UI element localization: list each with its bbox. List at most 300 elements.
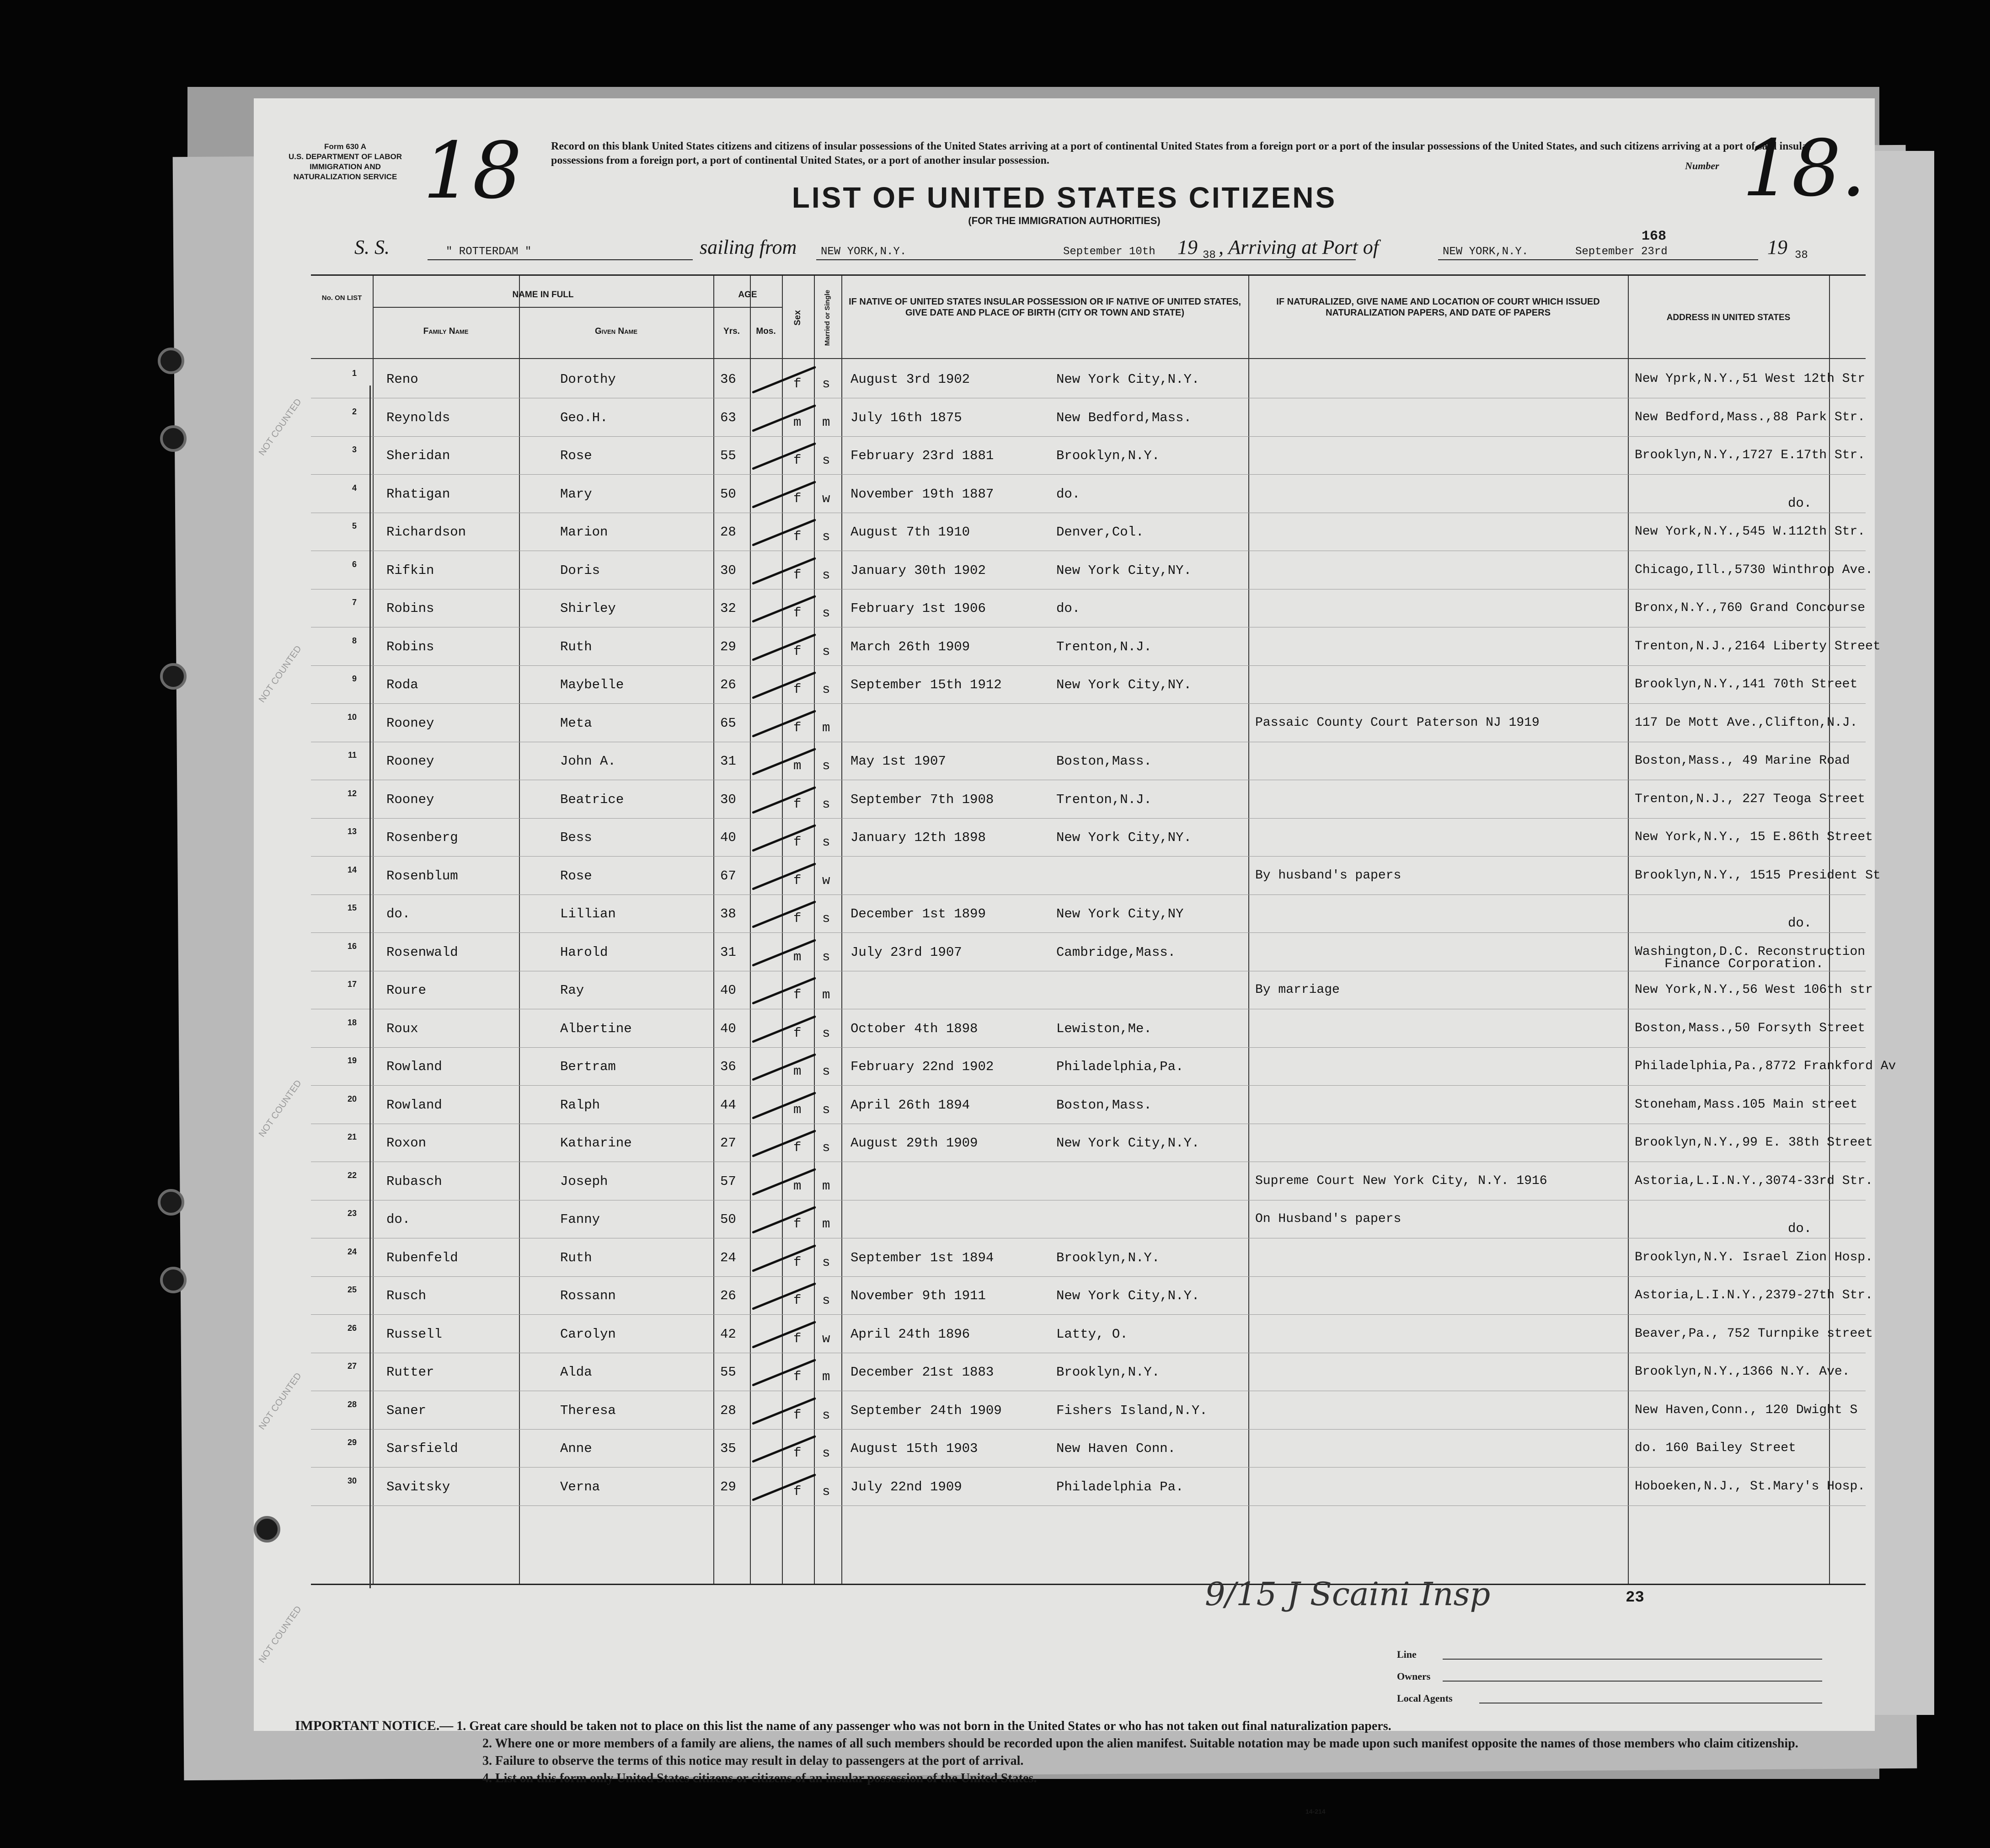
table-row <box>311 556 1873 595</box>
table-row <box>311 1434 1866 1473</box>
family-name: Rutter <box>386 1365 434 1380</box>
family-name: Roure <box>386 983 427 998</box>
sail-date: September 10th <box>1063 246 1155 258</box>
table-row <box>311 480 1866 518</box>
year-label: 19 <box>1177 236 1198 258</box>
given-name: Alda <box>560 1365 592 1380</box>
age-years: 57 <box>720 1173 736 1189</box>
sex: f <box>793 1216 802 1232</box>
address-continued: do. <box>1788 1221 1812 1236</box>
sex: m <box>793 758 802 773</box>
birth-date: September 7th 1908 <box>851 792 994 807</box>
page-title: LIST OF UNITED STATES CITIZENS <box>792 181 1337 214</box>
check-mark <box>752 442 816 470</box>
check-mark <box>752 748 816 776</box>
check-mark <box>752 557 816 584</box>
sex: f <box>793 1331 802 1346</box>
age-years: 24 <box>720 1250 736 1265</box>
family-name: Rooney <box>386 792 434 807</box>
header-age: AGE <box>738 290 757 300</box>
sex: f <box>793 1407 802 1423</box>
row-number: 10 <box>347 712 357 722</box>
address: Hoboeken,N.J., St.Mary's Hosp. <box>1635 1479 1866 1494</box>
table-row <box>311 670 1866 709</box>
row-number: 2 <box>352 407 357 416</box>
check-mark <box>752 1282 816 1310</box>
birth-date: August 15th 1903 <box>851 1441 978 1456</box>
check-mark <box>752 671 816 699</box>
age-years: 35 <box>720 1441 736 1456</box>
sex: f <box>793 1140 802 1155</box>
sex: f <box>793 453 802 468</box>
row-number: 11 <box>348 750 357 760</box>
family-name: Russell <box>386 1326 442 1342</box>
sex: f <box>793 605 802 621</box>
ss-label: S. S. <box>354 236 390 258</box>
underline <box>428 259 693 260</box>
table-row <box>311 518 1866 556</box>
address: Brooklyn,N.Y., 1515 President St <box>1635 868 1881 883</box>
table-row <box>311 1243 1873 1282</box>
row-number: 6 <box>352 559 357 569</box>
binder-hole <box>160 1267 187 1293</box>
notice-item-1: 1. Great care should be taken not to place on this list the name of any passenger who was not born in the United States or who has not taken out final naturalization papers. <box>456 1719 1391 1733</box>
marital-status: m <box>822 720 830 735</box>
given-name: Mary <box>560 486 592 502</box>
check-mark <box>752 900 816 928</box>
sex: m <box>793 1178 802 1194</box>
notice-heading: IMPORTANT NOTICE.— <box>295 1718 454 1733</box>
given-name: Rose <box>560 448 592 463</box>
given-name: Ralph <box>560 1097 600 1113</box>
row-number: 8 <box>352 636 357 645</box>
marital-status: m <box>822 1369 830 1384</box>
birth-date: November 19th 1887 <box>851 486 994 502</box>
birth-place: New York City,NY. <box>1056 677 1192 692</box>
birth-date: November 9th 1911 <box>851 1288 986 1303</box>
family-name: Sheridan <box>386 448 450 463</box>
header-family-name: Family Name <box>423 327 469 336</box>
given-name: Lillian <box>560 906 616 921</box>
birth-place: Boston,Mass. <box>1056 754 1152 769</box>
given-name: Bertram <box>560 1059 616 1074</box>
table-row <box>311 862 1881 900</box>
sex: m <box>793 1064 802 1079</box>
address: Brooklyn,N.Y.,1366 N.Y. Ave. <box>1635 1365 1850 1379</box>
row-number: 29 <box>347 1438 357 1447</box>
age-years: 29 <box>720 1479 736 1494</box>
family-name: Roda <box>386 677 418 692</box>
row-number: 21 <box>347 1132 357 1141</box>
address: Trenton,N.J., 227 Teoga Street <box>1635 792 1866 806</box>
birth-place: Lewiston,Me. <box>1056 1021 1152 1036</box>
family-name: Rooney <box>386 715 434 731</box>
binder-hole <box>254 1516 280 1543</box>
given-name: Anne <box>560 1441 592 1456</box>
birth-date: September 15th 1912 <box>851 677 1002 692</box>
given-name: Geo.H. <box>560 410 608 425</box>
family-name: Rowland <box>386 1097 442 1113</box>
family-name: Reno <box>386 372 418 387</box>
form-identifier: Form 630 A U.S. DEPARTMENT OF LABOR IMMIGRATION AND NATURALIZATION SERVICE <box>288 142 402 181</box>
header-given-name: Given Name <box>594 327 637 336</box>
marital-status: w <box>822 1331 830 1346</box>
address: Stoneham,Mass.105 Main street <box>1635 1097 1858 1112</box>
birth-place: Boston,Mass. <box>1056 1097 1152 1113</box>
header-naturalized: IF NATURALIZED, GIVE NAME AND LOCATION OF COURT WHICH ISSUED NATURALIZATION PAPERS, AND DATE OF PAPERS <box>1276 297 1600 318</box>
table-row <box>311 823 1873 862</box>
birth-place: New York City,NY <box>1056 906 1184 921</box>
birth-date: August 29th 1909 <box>851 1136 978 1151</box>
header-name-in-full: NAME IN FULL <box>512 290 574 300</box>
binder-hole <box>160 425 187 452</box>
birth-date: April 24th 1896 <box>851 1326 970 1342</box>
binder-hole <box>158 348 184 374</box>
marital-status: s <box>822 1140 830 1155</box>
naturalization: By marriage <box>1255 983 1340 997</box>
marital-status: s <box>822 835 830 850</box>
table-row <box>311 1167 1873 1205</box>
given-name: Harold <box>560 944 608 960</box>
age-years: 30 <box>720 792 736 807</box>
check-mark <box>752 1473 816 1501</box>
address: Boston,Mass., 49 Marine Road <box>1635 754 1850 768</box>
notice-item-4: 4. List on this form only United States citizens or citizens of an insular possession of the United States. <box>482 1771 1037 1785</box>
address: Brooklyn,N.Y.,99 E. 38th Street <box>1635 1136 1873 1150</box>
address: 117 De Mott Ave.,Clifton,N.J. <box>1635 715 1858 730</box>
footer-rule <box>1443 1681 1822 1682</box>
age-years: 50 <box>720 1212 736 1227</box>
marital-status: s <box>822 453 830 468</box>
marital-status: s <box>822 1293 830 1308</box>
print-code: 14-214 <box>1305 1808 1326 1815</box>
number-label: Number <box>1685 160 1719 171</box>
birth-date: January 12th 1898 <box>851 830 986 845</box>
family-name: Rifkin <box>386 562 434 578</box>
check-mark <box>752 1091 816 1119</box>
margin-stamp: NOT COUNTED <box>257 1371 304 1432</box>
given-name: Rossann <box>560 1288 616 1303</box>
birth-place: New Haven Conn. <box>1056 1441 1176 1456</box>
row-number: 3 <box>352 445 357 454</box>
row-number: 5 <box>352 521 357 530</box>
age-years: 65 <box>720 715 736 731</box>
address-continued: Finance Corporation. <box>1664 956 1824 971</box>
given-name: Meta <box>560 715 592 731</box>
given-name: Fanny <box>560 1212 600 1227</box>
check-mark <box>752 1320 816 1348</box>
given-name: Dorothy <box>560 372 616 387</box>
check-mark <box>752 366 816 394</box>
sex: f <box>793 643 802 659</box>
birth-place: New York City,N.Y. <box>1056 1136 1200 1151</box>
sex: m <box>793 1102 802 1117</box>
address: New Bedford,Mass.,88 Park Str. <box>1635 410 1866 424</box>
marital-status: s <box>822 1254 830 1270</box>
check-mark <box>752 1015 816 1043</box>
birth-date: December 1st 1899 <box>851 906 986 921</box>
header-rule <box>713 307 782 308</box>
check-mark <box>752 633 816 661</box>
manifest-page <box>254 98 1896 1815</box>
birth-date: September 1st 1894 <box>851 1250 994 1265</box>
margin-stamp: NOT COUNTED <box>257 1078 304 1139</box>
arrival-year: 38 <box>1795 249 1808 262</box>
year-label: 19 <box>1767 236 1787 258</box>
family-name: Robins <box>386 601 434 616</box>
address: Boston,Mass.,50 Forsyth Street <box>1635 1021 1866 1035</box>
sex: f <box>793 1254 802 1270</box>
row-number: 23 <box>347 1209 357 1218</box>
birth-place: Trenton,N.J. <box>1056 639 1152 654</box>
family-name: Rowland <box>386 1059 442 1074</box>
row-number: 18 <box>347 1018 357 1027</box>
family-name: Rosenwald <box>386 944 458 960</box>
table-row <box>311 632 1881 671</box>
margin-stamp: NOT COUNTED <box>257 643 304 705</box>
table-row <box>311 1396 1866 1435</box>
family-name: Robins <box>386 639 434 654</box>
table-row <box>311 747 1866 785</box>
row-number: 24 <box>347 1247 357 1256</box>
row-number: 25 <box>347 1285 357 1294</box>
sex: f <box>793 873 802 888</box>
row-number: 1 <box>352 369 357 378</box>
age-years: 31 <box>720 754 736 769</box>
row-number: 12 <box>347 788 357 798</box>
row-number: 19 <box>347 1056 357 1065</box>
address: Astoria,L.I.N.Y.,2379-27th Str. <box>1635 1288 1873 1302</box>
naturalization: Passaic County Court Paterson NJ 1919 <box>1255 715 1540 730</box>
header-yrs: Yrs. <box>723 327 740 336</box>
given-name: Beatrice <box>560 792 624 807</box>
sex: f <box>793 835 802 850</box>
family-name: do. <box>386 1212 411 1227</box>
birth-date: January 30th 1902 <box>851 562 986 578</box>
header-no-on-list: No. ON LIST <box>321 294 362 302</box>
header-address: ADDRESS IN UNITED STATES <box>1666 313 1791 322</box>
birth-date: October 4th 1898 <box>851 1021 978 1036</box>
page-number: 23 <box>1626 1589 1644 1607</box>
marital-status: m <box>822 987 830 1002</box>
notice-item-3: 3. Failure to observe the terms of this notice may result in delay to passengers at the port of arrival. <box>482 1754 1024 1768</box>
address: Chicago,Ill.,5730 Winthrop Ave. <box>1635 562 1873 577</box>
check-mark <box>752 1244 816 1272</box>
birth-place: Philadelphia,Pa. <box>1056 1059 1184 1074</box>
sex: f <box>793 1293 802 1308</box>
check-mark <box>752 595 816 623</box>
sex: f <box>793 1446 802 1461</box>
age-years: 40 <box>720 1021 736 1036</box>
family-name: Roxon <box>386 1136 427 1151</box>
address: Washington,D.C. Reconstruction <box>1635 944 1866 959</box>
family-name: Rosenberg <box>386 830 458 845</box>
birth-place: Brooklyn,N.Y. <box>1056 1365 1160 1380</box>
family-name: Rosenblum <box>386 868 458 884</box>
check-mark <box>752 519 816 546</box>
age-years: 44 <box>720 1097 736 1113</box>
bracket-rule <box>369 386 371 1588</box>
table-row <box>311 1205 1866 1243</box>
given-name: Albertine <box>560 1021 632 1036</box>
table-row <box>311 594 1866 632</box>
address: Trenton,N.J.,2164 Liberty Street <box>1635 639 1881 653</box>
address: New York,N.Y.,545 W.112th Str. <box>1635 525 1866 539</box>
given-name: John A. <box>560 754 616 769</box>
given-name: Carolyn <box>560 1326 616 1342</box>
age-years: 31 <box>720 944 736 960</box>
family-name: Richardson <box>386 525 466 540</box>
header-rule <box>311 358 1866 359</box>
marital-status: s <box>822 758 830 773</box>
sex: f <box>793 491 802 506</box>
given-name: Ray <box>560 983 584 998</box>
table-row <box>311 1091 1866 1129</box>
inspector-signature: 9/15 J Scaini Insp <box>1205 1575 1491 1613</box>
ship-name: " ROTTERDAM " <box>446 246 532 258</box>
age-years: 32 <box>720 601 736 616</box>
birth-date: July 23rd 1907 <box>851 944 962 960</box>
table-row <box>311 976 1873 1014</box>
check-mark <box>752 1435 816 1463</box>
given-name: Rose <box>560 868 592 884</box>
sex: m <box>793 414 802 430</box>
birth-place: Latty, O. <box>1056 1326 1128 1342</box>
arrival-date: September 23rd <box>1575 246 1668 258</box>
birth-place: New York City,N.Y. <box>1056 372 1200 387</box>
marital-status: s <box>822 1102 830 1117</box>
row-number: 26 <box>347 1323 357 1333</box>
row-number: 9 <box>352 674 357 683</box>
table-row <box>311 1052 1896 1091</box>
given-name: Joseph <box>560 1173 608 1189</box>
sex: f <box>793 720 802 735</box>
table-row <box>311 403 1866 442</box>
sex: f <box>793 529 802 544</box>
from-port: NEW YORK,N.Y. <box>821 246 907 258</box>
check-mark <box>752 480 816 508</box>
age-years: 67 <box>720 868 736 884</box>
row-number: 7 <box>352 598 357 607</box>
address: Astoria,L.I.N.Y.,3074-33rd Str. <box>1635 1173 1873 1188</box>
address: New York,N.Y.,56 West 106th str <box>1635 983 1873 997</box>
stamp-number: 168 <box>1642 229 1667 244</box>
check-mark <box>752 1359 816 1387</box>
birth-place: Brooklyn,N.Y. <box>1056 448 1160 463</box>
birth-place: Brooklyn,N.Y. <box>1056 1250 1160 1265</box>
family-name: Sarsfield <box>386 1441 458 1456</box>
address: New Haven,Conn., 120 Dwight S <box>1635 1403 1858 1417</box>
table-row <box>311 365 1866 403</box>
birth-place: Cambridge,Mass. <box>1056 944 1176 960</box>
family-name: Rhatigan <box>386 486 450 502</box>
family-name: Rusch <box>386 1288 427 1303</box>
marital-status: s <box>822 1484 830 1499</box>
marital-status: w <box>822 873 830 888</box>
header-rule <box>373 307 713 308</box>
marital-status: s <box>822 1407 830 1423</box>
age-years: 55 <box>720 1365 736 1380</box>
marital-status: s <box>822 1025 830 1041</box>
table-row <box>311 1014 1866 1053</box>
table-row <box>311 785 1866 824</box>
table-row <box>311 709 1866 747</box>
marital-status: m <box>822 1178 830 1194</box>
sex: f <box>793 911 802 926</box>
row-number: 28 <box>347 1399 357 1409</box>
marital-status: s <box>822 529 830 544</box>
row-number: 20 <box>347 1094 357 1103</box>
check-mark <box>752 1053 816 1081</box>
table-row <box>311 1320 1873 1358</box>
family-name: Rubasch <box>386 1173 442 1189</box>
sailing-from-label: sailing from <box>700 236 797 258</box>
age-years: 26 <box>720 1288 736 1303</box>
important-notice <box>295 1717 1850 1787</box>
address: Brooklyn,N.Y. Israel Zion Hosp. <box>1635 1250 1873 1264</box>
naturalization: Supreme Court New York City, N.Y. 1916 <box>1255 1173 1547 1188</box>
table-row <box>311 1473 1866 1511</box>
marital-status: m <box>822 414 830 430</box>
marital-status: s <box>822 796 830 812</box>
footer-rule <box>1443 1659 1822 1660</box>
table-row <box>311 441 1866 480</box>
check-mark <box>752 786 816 814</box>
birth-date: July 16th 1875 <box>851 410 962 425</box>
address: Beaver,Pa., 752 Turnpike street <box>1635 1326 1873 1341</box>
birth-date: August 7th 1910 <box>851 525 970 540</box>
family-name: Rubenfeld <box>386 1250 458 1265</box>
check-mark <box>752 977 816 1005</box>
sail-year: 38 <box>1203 249 1216 262</box>
given-name: Katharine <box>560 1136 632 1151</box>
arrival-port: NEW YORK,N.Y. <box>1443 246 1529 258</box>
birth-date: February 23rd 1881 <box>851 448 994 463</box>
table-row <box>311 1358 1866 1396</box>
row-number: 16 <box>347 941 357 951</box>
birth-date: September 24th 1909 <box>851 1403 1002 1418</box>
birth-place: do. <box>1056 486 1081 502</box>
family-name: Savitsky <box>386 1479 450 1494</box>
age-years: 29 <box>720 639 736 654</box>
row-number: 17 <box>347 980 357 989</box>
family-name: Reynolds <box>386 410 450 425</box>
birth-date: February 1st 1906 <box>851 601 986 616</box>
family-name: do. <box>386 906 411 921</box>
page-subtitle: (FOR THE IMMIGRATION AUTHORITIES) <box>968 215 1161 226</box>
address-continued: do. <box>1788 495 1812 511</box>
family-name: Rooney <box>386 754 434 769</box>
family-name: Saner <box>386 1403 427 1418</box>
address: Brooklyn,N.Y.,141 70th Street <box>1635 677 1858 691</box>
age-years: 63 <box>720 410 736 425</box>
given-name: Ruth <box>560 1250 592 1265</box>
given-name: Verna <box>560 1479 600 1494</box>
row-number: 15 <box>347 903 357 912</box>
sex: f <box>793 1369 802 1384</box>
age-years: 36 <box>720 372 736 387</box>
address: Philadelphia,Pa.,8772 Frankford Av <box>1635 1059 1896 1073</box>
binder-hole <box>160 663 187 690</box>
given-name: Marion <box>560 525 608 540</box>
birth-date: December 21st 1883 <box>851 1365 994 1380</box>
notice-item-2: 2. Where one or more members of a family are aliens, the names of all such members should be recorded upon the alien manifest. Suitable notation may be made upon such manifest opposite the names of those members who claim citizenship. <box>482 1736 1798 1751</box>
sex: f <box>793 1025 802 1041</box>
record-instructions: Record on this blank United States citizens and citizens of insular possessions of the United States arriving at a port of continental United States from a foreign port or a port of the insular possessions of the United States, and such citizens arriving at a port of said insular possessions from a foreign port, a port of continental United States, or a port of another insular possession. <box>551 140 1813 166</box>
handwritten-number-right: 18. <box>1742 123 1866 214</box>
marital-status: s <box>822 949 830 964</box>
marital-status: s <box>822 682 830 697</box>
